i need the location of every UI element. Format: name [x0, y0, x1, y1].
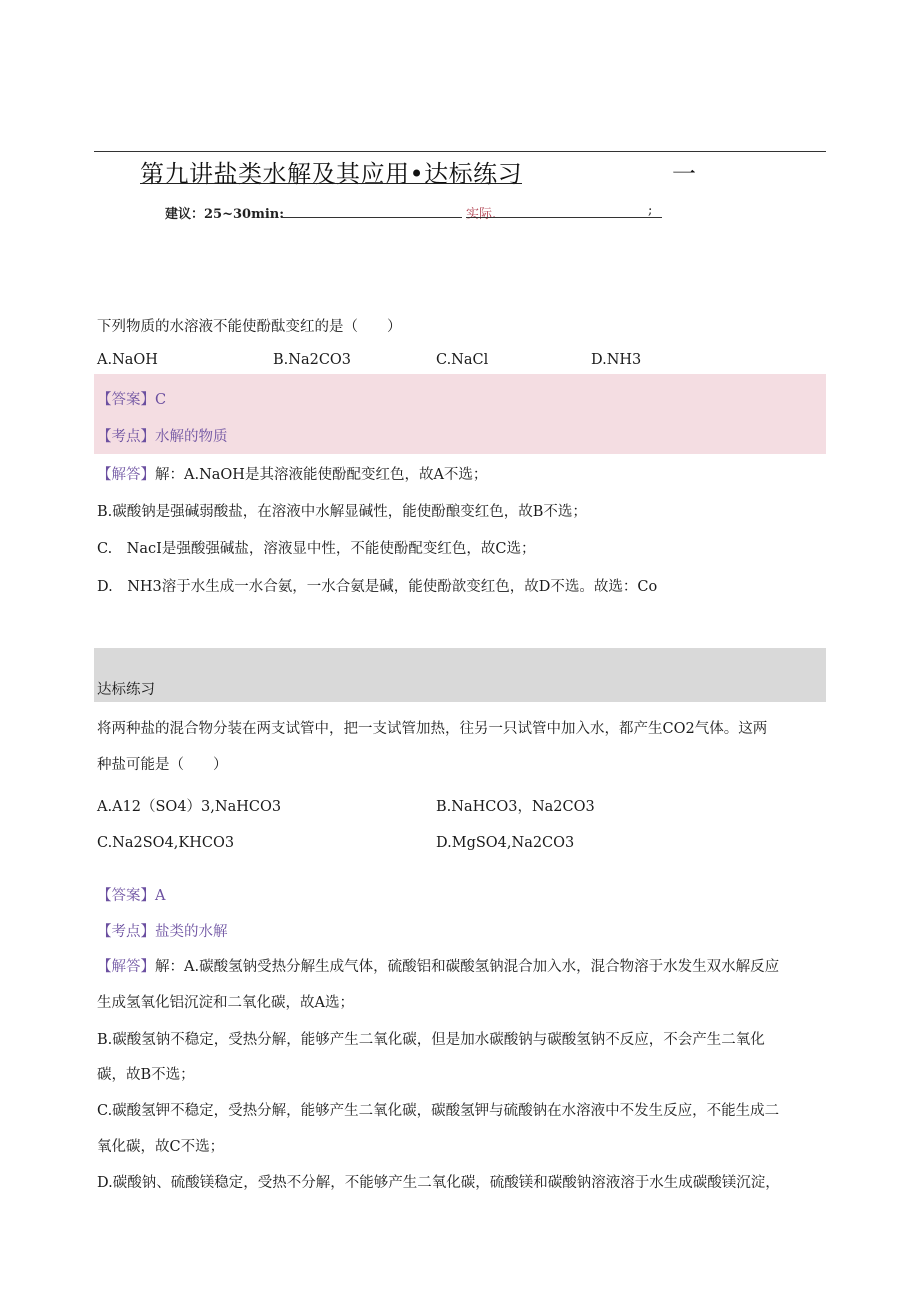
q1-answer	[97, 388, 166, 409]
q1-solution-line-3: C. NacI是强酸强碱盐，溶液显中性，不能使酚配变红色，故C选；	[97, 541, 536, 557]
page-title: 第九讲盐类水解及其应用•达标练习	[140, 160, 523, 188]
q2-solution-line-5: 氧化碳，故C不选；	[97, 1139, 225, 1155]
q2-option-d: D.MgSO4,Na2CO3	[436, 835, 575, 851]
q2-answer-label: 【答案】	[97, 888, 155, 904]
header-rule	[94, 151, 826, 152]
section-bar	[94, 648, 826, 702]
q1-option-a: A.NaOH	[97, 352, 158, 368]
q1-point	[97, 425, 228, 446]
q2-point	[97, 920, 228, 941]
title-underline	[140, 183, 522, 184]
q1-point-value: 水解的物质	[155, 429, 228, 445]
suggested-time: 建议：25~30min:	[165, 207, 285, 222]
q1-answer-value: C	[155, 392, 167, 408]
q1-solution-line-2: B.碳酸钠是强碱弱酸盐，在溶液中水解显碱性，能使酚酿变红色，故B不选；	[97, 504, 587, 520]
q1-answer-label: 【答案】	[97, 392, 155, 408]
q2-answer	[97, 884, 165, 905]
q1-solution-label: 【解答】	[97, 467, 155, 483]
actual-time-blank	[466, 217, 662, 218]
q2-solution-label: 【解答】	[97, 959, 155, 975]
q2-answer-value: A	[155, 888, 166, 904]
q1-option-b: B.Na2CO3	[273, 352, 352, 368]
section-title: 达标练习	[97, 682, 155, 698]
q2-option-b: B.NaHCO3，Na2CO3	[436, 799, 595, 815]
q2-point-value: 盐类的水解	[155, 924, 228, 940]
q2-option-a: A.A12（SO4）3,NaHCO3	[97, 799, 282, 815]
q2-solution-line-2: B.碳酸氢钠不稳定，受热分解，能够产生二氧化碳，但是加水碳酸钠与碳酸氢钠不反应，不会产生二氧化	[97, 1032, 765, 1048]
q2-solution	[97, 955, 779, 976]
q2-solution-line-3: 碳，故B不选；	[97, 1067, 195, 1083]
q2-option-c: C.Na2SO4,KHCO3	[97, 835, 235, 851]
q2-stem-line-1: 将两种盐的混合物分装在两支试管中，把一支试管加热，往另一只试管中加入水，都产生CO2气体。这两	[97, 721, 768, 737]
title-tail: 一	[672, 160, 696, 188]
q2-stem-line-2: 种盐可能是（ ）	[97, 757, 228, 773]
q2-solution-first: 解：A.碳酸氢钠受热分解生成气体，硫酸铝和碳酸氢钠混合加入水，混合物溶于水发生双水解反应	[155, 959, 780, 975]
q2-solution-line-4: C.碳酸氢钾不稳定，受热分解，能够产生二氧化碳，碳酸氢钾与硫酸钠在水溶液中不发生反应，不能生成二	[97, 1103, 780, 1119]
q2-solution-line-6: D.碳酸钠、硫酸镁稳定，受热不分解，不能够产生二氧化碳，硫酸镁和碳酸钠溶液溶于水生成碳酸镁沉淀，	[97, 1175, 780, 1191]
q1-option-d: D.NH3	[591, 352, 642, 368]
q1-solution	[97, 463, 487, 484]
q1-stem: 下列物质的水溶液不能使酚酞变红的是（ ）	[97, 319, 402, 335]
q1-solution-line-4: D. NH3溶于水生成一水合氨，一水合氨是碱，能使酚歆变红色，故D不选。故选：Co	[97, 579, 658, 595]
q1-point-label: 【考点】	[97, 429, 155, 445]
suggested-time-blank	[282, 217, 462, 218]
q1-solution-line-1: 解：A.NaOH是其溶液能使酚配变红色，故A不选；	[155, 467, 488, 483]
actual-time-end: ;	[648, 203, 653, 218]
q2-point-label: 【考点】	[97, 924, 155, 940]
q1-option-c: C.NaCl	[436, 352, 489, 368]
q2-solution-line-1: 生成氢氧化铝沉淀和二氧化碳，故A选；	[97, 995, 354, 1011]
actual-time-label: 实际.	[466, 207, 497, 222]
